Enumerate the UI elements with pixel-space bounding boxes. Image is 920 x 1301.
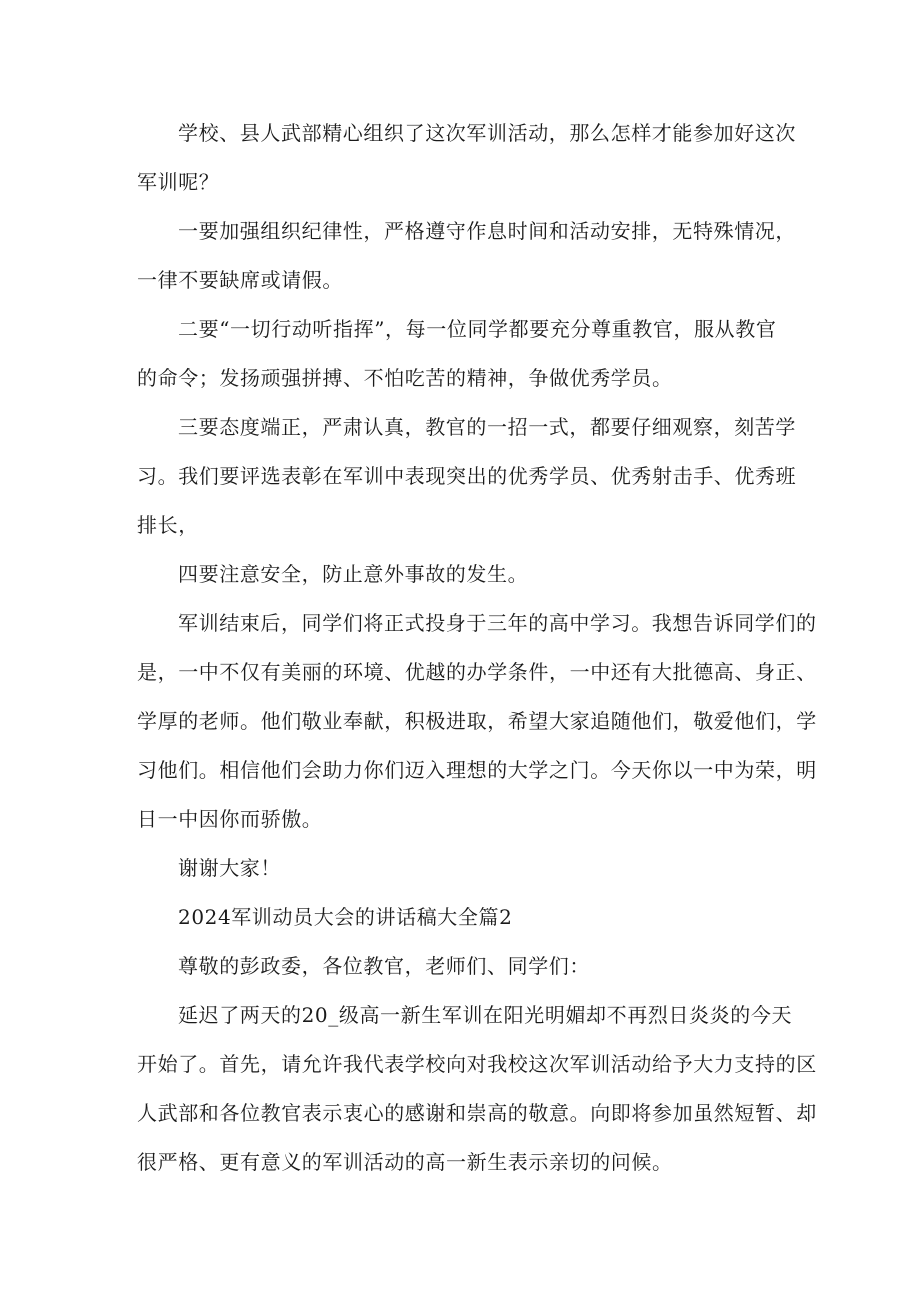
text-line: 人武部和各位教官表示衷心的感谢和崇高的敬意。向即将参加虽然短暂、却 — [137, 1101, 817, 1125]
text-line: 尊敬的彭政委，各位教官，老师们、同学们： — [178, 954, 590, 978]
text-line: 排长， — [137, 513, 199, 537]
text-line: 一律不要缺席或请假。 — [137, 268, 343, 292]
text-line: 军训结束后，同学们将正式投身于三年的高中学习。我想告诉同学们的 — [178, 611, 817, 635]
text-line: 很严格、更有意义的军训活动的高一新生表示亲切的问候。 — [137, 1150, 673, 1174]
text-line: 一要加强组织纪律性，严格遵守作息时间和活动安排，无特殊情况， — [178, 219, 796, 243]
text-line: 学厚的老师。他们敬业奉献，积极进取，希望大家追随他们，敬爱他们，学 — [137, 709, 817, 733]
text-line: 是，一中不仅有美丽的环境、优越的办学条件，一中还有大批德高、身正、 — [137, 660, 817, 684]
section-heading: 2024军训动员大会的讲话稿大全篇2 — [178, 905, 513, 929]
text-line: 开始了。首先，请允许我代表学校向对我校这次军训活动给予大力支持的区 — [137, 1052, 817, 1076]
text-line: 习。我们要评选表彰在军训中表现突出的优秀学员、优秀射击手、优秀班 — [137, 464, 797, 488]
text-line: 日一中因你而骄傲。 — [137, 807, 323, 831]
text-line: 四要注意安全，防止意外事故的发生。 — [178, 562, 529, 586]
text-line: 学校、县人武部精心组织了这次军训活动，那么怎样才能参加好这次 — [178, 121, 796, 145]
text-line: 的命令；发扬顽强拼搏、不怕吃苦的精神，争做优秀学员。 — [137, 366, 673, 390]
text-line: 习他们。相信他们会助力你们迈入理想的大学之门。今天你以一中为荣，明 — [137, 758, 817, 782]
text-line: 谢谢大家！ — [178, 856, 281, 880]
text-line: 三要态度端正，严肃认真，教官的一招一式，都要仔细观察，刻苦学 — [178, 415, 796, 439]
text-line: 延迟了两天的20_级高一新生军训在阳光明媚却不再烈日炎炎的今天 — [178, 1003, 793, 1027]
text-line: 军训呢？ — [137, 170, 220, 194]
text-line: 二要“一切行动听指挥”，每一位同学都要充分尊重教官，服从教官 — [178, 317, 777, 341]
